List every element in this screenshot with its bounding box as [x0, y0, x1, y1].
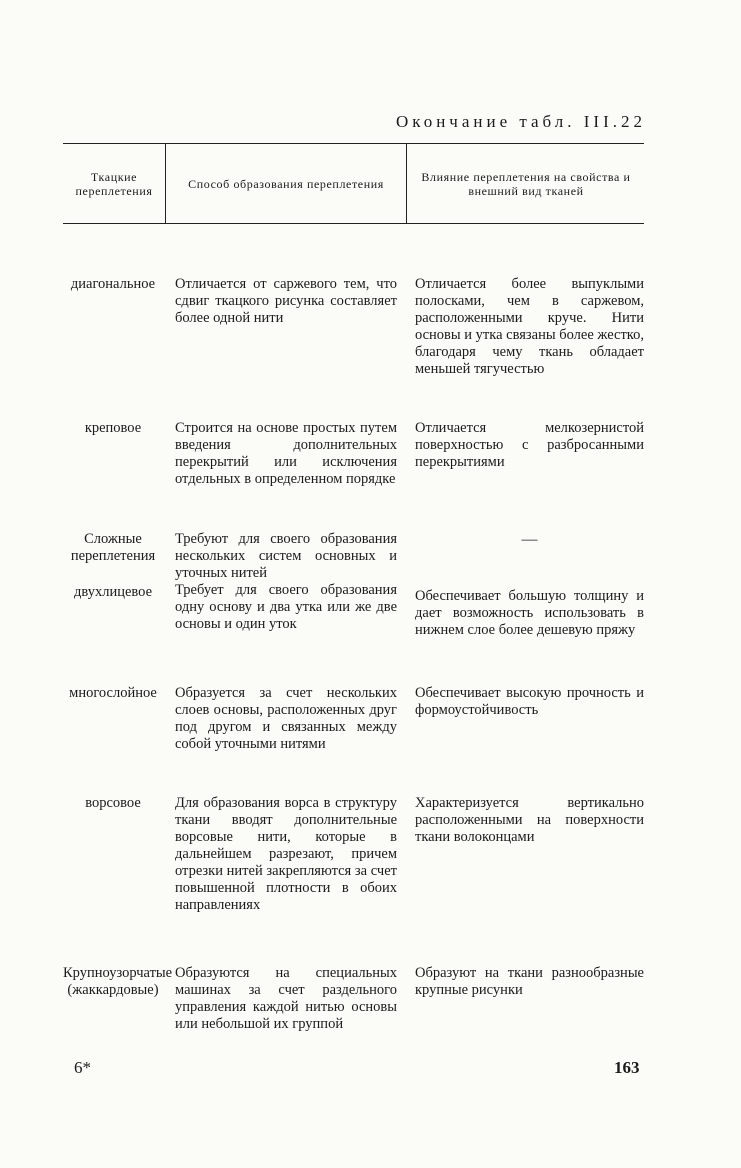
table-top-rule [63, 143, 644, 144]
header-divider-2 [406, 143, 407, 223]
row-method: Отличается от саржевого тем, что сдвиг ткацкого рисунка составляет более одной нити [175, 276, 397, 326]
row-weave-name: диагональное [70, 276, 156, 292]
page-number: 163 [614, 1058, 640, 1077]
row-method: Строится на основе простых путем введения дополнительных перекрытий или исключения отдельных в определенном порядке [175, 420, 397, 487]
row-weave-name: многослойное [69, 685, 157, 701]
row-weave-name: двухлицевое [73, 584, 153, 600]
table-caption: Окончание табл. III.22 [396, 112, 646, 131]
row-weave-name: креповое [84, 420, 142, 436]
row-effect: Отличается мелкозернистой поверхностью с разбросанными перекрытиями [415, 420, 644, 470]
header-influence: Влияние переплетения на свойства и внешний вид тканей [421, 170, 631, 198]
row-weave-name: Сложные переплетения [70, 531, 156, 564]
row-effect: Обеспечивает высокую прочность и формоустойчивость [415, 685, 644, 718]
row-weave-name: ворсовое [85, 795, 141, 811]
row-method: Требуют для своего образования нескольких систем основных и уточных нитей [175, 531, 397, 581]
row-method: Образуются на специальных машинах за счет раздельного управления каждой нитью основы или небольшой их группой [175, 965, 397, 1032]
table-header-bottom-rule [63, 223, 644, 224]
header-formation-method: Способ образования переплетения [188, 177, 384, 191]
row-effect: Характеризуется вертикально расположенными на поверхности ткани волоконцами [415, 795, 644, 845]
signature-mark: 6* [74, 1058, 91, 1077]
header-divider-1 [165, 143, 166, 223]
row-method: Требует для своего образования одну основу и два утка или же две основы и один уток [175, 582, 397, 632]
row-effect: Образуют на ткани разнообразные крупные рисунки [415, 965, 644, 998]
row-method: Образуется за счет нескольких слоев основы, расположенных друг под другом и связанных между собой уточными нитями [175, 685, 397, 752]
row-effect: Отличается более выпуклыми полосками, чем в саржевом, расположенными круче. Нити основы и утка связаны более жестко, благодаря чему ткань обладает меньшей тягучестью [415, 276, 644, 377]
row-weave-name: Крупноузорчатые (жаккардовые) [63, 965, 173, 998]
row-method: Для образования ворса в структуру ткани вводят дополнительные ворсовые нити, которые в дальнейшем разрезают, причем отрезки нитей закрепляются за счет повышенной плотности в обоих направлениях [175, 795, 397, 913]
row-effect: Обеспечивает большую толщину и дает возможность использовать в нижнем слое более дешевую пряжу [415, 588, 644, 638]
row-effect: — [521, 531, 538, 548]
header-weave-types: Ткацкие переплетения [75, 170, 153, 198]
